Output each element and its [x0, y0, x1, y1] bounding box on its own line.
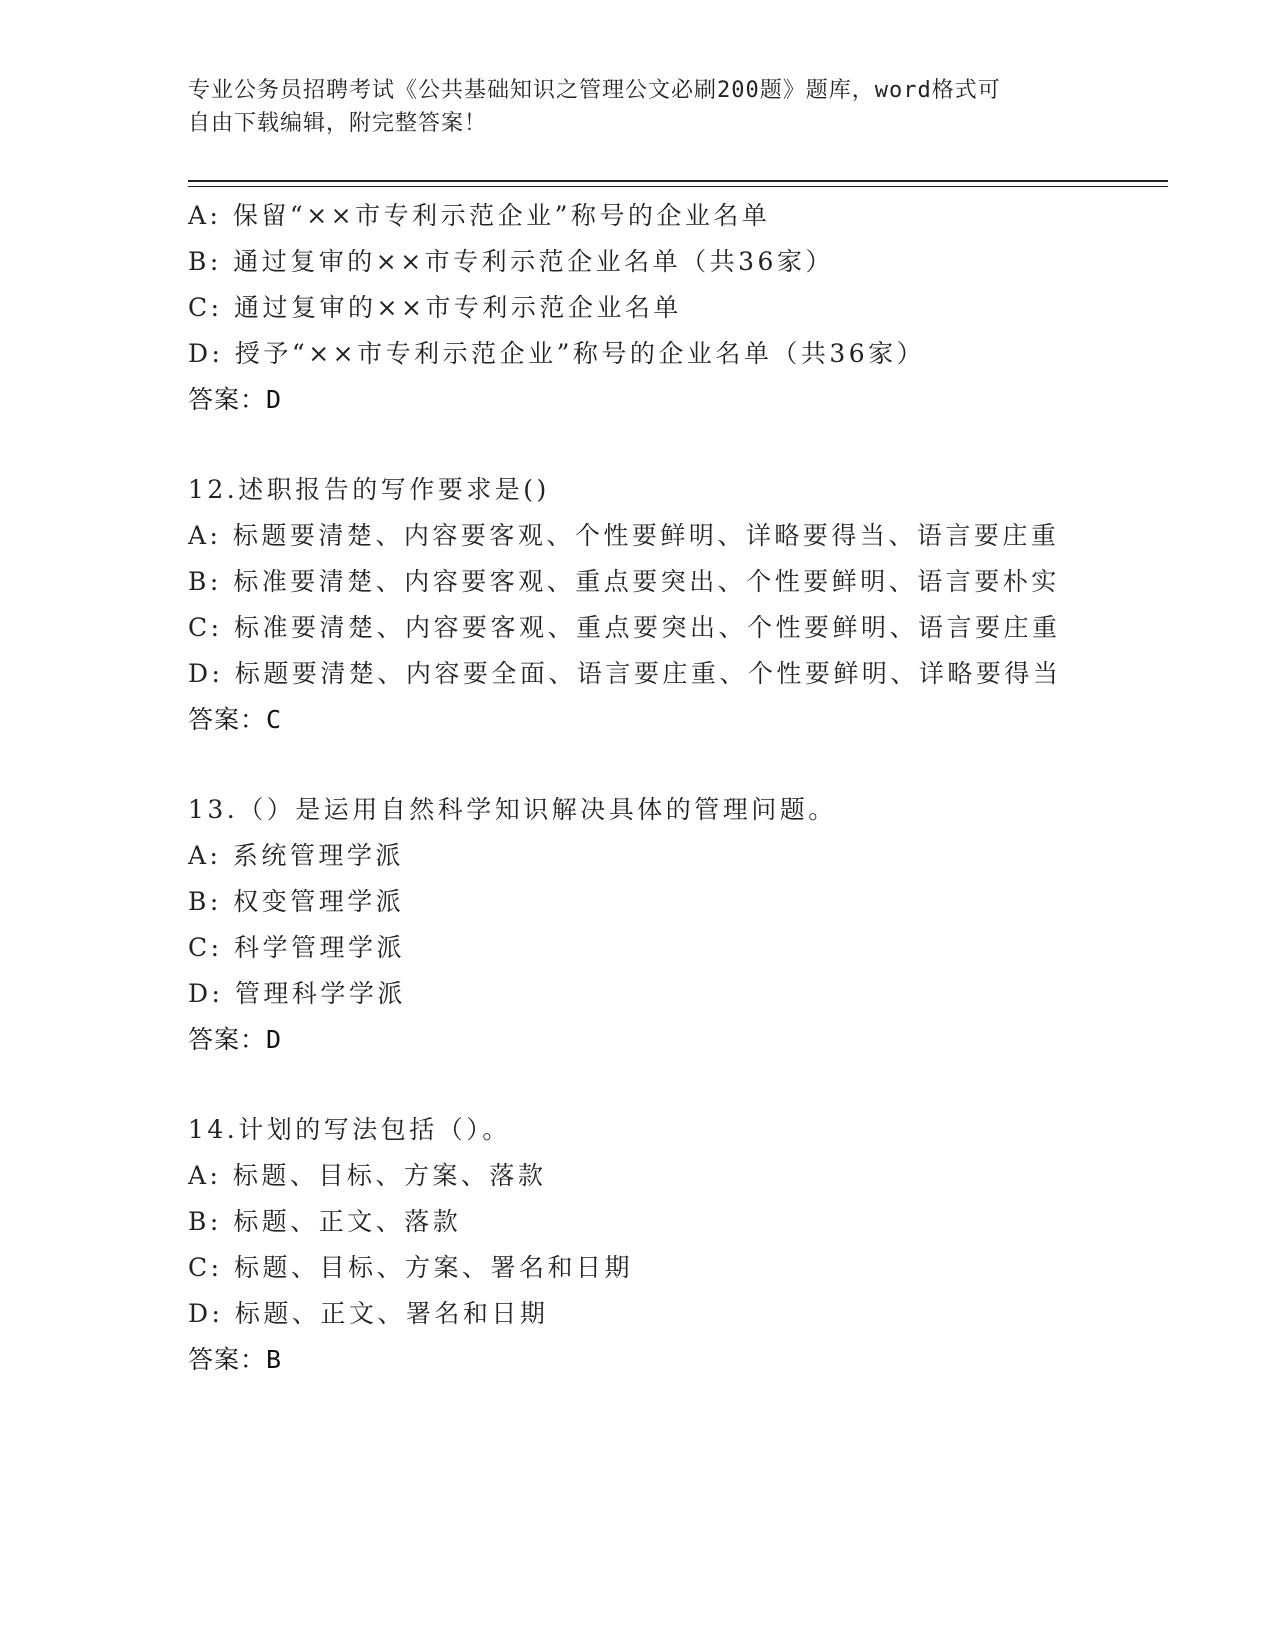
option-d: D: 标题要清楚、内容要全面、语言要庄重、个性要鲜明、详略要得当	[188, 659, 1062, 688]
option-a: A: 标题、目标、方案、落款	[188, 1161, 547, 1190]
option-d: D: 管理科学学派	[188, 979, 406, 1008]
option-a: A: 保留“××市专利示范企业”称号的企业名单	[188, 201, 771, 230]
option-d: D: 授予“××市专利示范企业”称号的企业名单（共36家）	[188, 339, 926, 368]
question-content	[188, 193, 1088, 1383]
question-block-13	[188, 787, 1088, 1063]
option-c: C: 科学管理学派	[188, 933, 405, 962]
option-a: A: 标题要清楚、内容要客观、个性要鲜明、详略要得当、语言要庄重	[188, 521, 1060, 550]
question-text: 14.计划的写法包括（）。	[188, 1115, 511, 1144]
answer-line	[188, 1337, 1088, 1383]
answer-value: C	[266, 705, 283, 734]
header-divider-thin	[188, 186, 1168, 187]
answer-label: 答案：	[188, 705, 267, 734]
question-block-12	[188, 467, 1088, 743]
option-c: C: 标题、目标、方案、署名和日期	[188, 1253, 633, 1282]
question-block-11	[188, 193, 1088, 423]
answer-value: D	[266, 385, 283, 414]
answer-label: 答案：	[188, 385, 267, 414]
answer-line	[188, 377, 1088, 423]
question-block-14	[188, 1107, 1088, 1383]
option-d: D: 标题、正文、署名和日期	[188, 1299, 549, 1328]
option-b: B: 标准要清楚、内容要客观、重点要突出、个性要鲜明、语言要朴实	[188, 567, 1060, 596]
answer-label: 答案：	[188, 1345, 267, 1374]
option-a: A: 系统管理学派	[188, 841, 404, 870]
header-line-2: 自由下载编辑，附完整答案！	[188, 111, 488, 136]
header-divider	[188, 180, 1168, 182]
question-text: 13.（）是运用自然科学知识解决具体的管理问题。	[188, 795, 837, 824]
answer-line	[188, 1017, 1088, 1063]
option-c: C: 通过复审的××市专利示范企业名单	[188, 293, 682, 322]
document-header	[188, 74, 1088, 140]
answer-line	[188, 697, 1088, 743]
answer-value: D	[266, 1025, 283, 1054]
answer-value: B	[266, 1345, 283, 1374]
option-c: C: 标准要清楚、内容要客观、重点要突出、个性要鲜明、语言要庄重	[188, 613, 1061, 642]
option-b: B: 权变管理学派	[188, 887, 405, 916]
header-line-1: 专业公务员招聘考试《公共基础知识之管理公文必刷200题》题库，word格式可	[188, 78, 1001, 103]
question-text: 12.述职报告的写作要求是()	[188, 475, 550, 504]
option-b: B: 标题、正文、落款	[188, 1207, 462, 1236]
answer-label: 答案：	[188, 1025, 267, 1054]
option-b: B: 通过复审的××市专利示范企业名单（共36家）	[188, 247, 834, 276]
